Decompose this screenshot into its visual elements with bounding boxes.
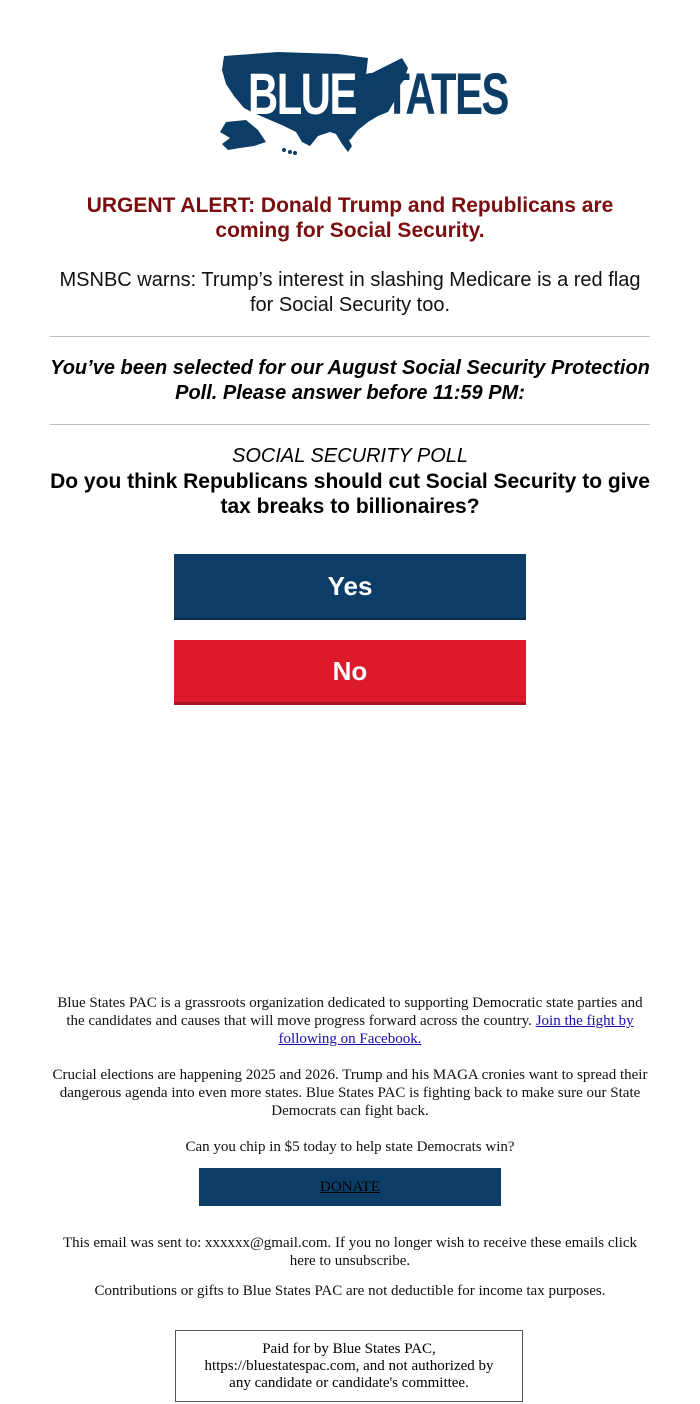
- poll-question: Do you think Republicans should cut Social Security to give tax breaks to billionaires?: [50, 470, 650, 518]
- about-paragraph: [50, 994, 650, 1048]
- urgent-alert-headline: URGENT ALERT: Donald Trump and Republicans are coming for Social Security.: [86, 194, 614, 242]
- elections-paragraph: Crucial elections are happening 2025 and 2026. Trump and his MAGA cronies want to spread their dangerous agenda into even more states. Blue States PAC is fighting back to make sure our State Democrats can fight back.: [52, 1067, 648, 1119]
- no-button[interactable]: No: [174, 640, 526, 705]
- divider: [50, 424, 650, 425]
- poll-label: SOCIAL SECURITY POLL: [231, 445, 468, 467]
- sent-to-notice[interactable]: This email was sent to: xxxxxx@gmail.com. If you no longer wish to receive these emails click here to unsubscribe.: [62, 1235, 638, 1269]
- msnbc-subtext: MSNBC warns: Trump’s interest in slashing Medicare is a red flag for Social Security too.: [59, 269, 641, 316]
- tax-note: Contributions or gifts to Blue States PAC are not deductible for income tax purposes.: [94, 1283, 606, 1299]
- about-text: Blue States PAC is a grassroots organization dedicated to supporting Democratic state parties and the candidates and causes that will move progress forward across the country.: [57, 995, 643, 1029]
- divider: [50, 336, 650, 337]
- selected-notice: You’ve been selected for our August Social Security Protection Poll. Please answer before 11:59 PM:: [50, 357, 650, 404]
- yes-button[interactable]: Yes: [174, 554, 526, 620]
- blue-states-logo: [218, 50, 508, 156]
- paid-for-disclaimer: Paid for by Blue States PAC, https://bluestatespac.com, and not authorized by any candidate or candidate's committee.: [175, 1330, 523, 1402]
- facebook-link[interactable]: Join the fight by following on Facebook.: [278, 1013, 634, 1047]
- chip-in-text: Can you chip in $5 today to help state Democrats win?: [185, 1139, 515, 1155]
- logo-word-blue: BLUE: [248, 62, 356, 127]
- donate-button[interactable]: DONATE: [199, 1168, 501, 1206]
- logo-word-states: STATES: [358, 62, 508, 127]
